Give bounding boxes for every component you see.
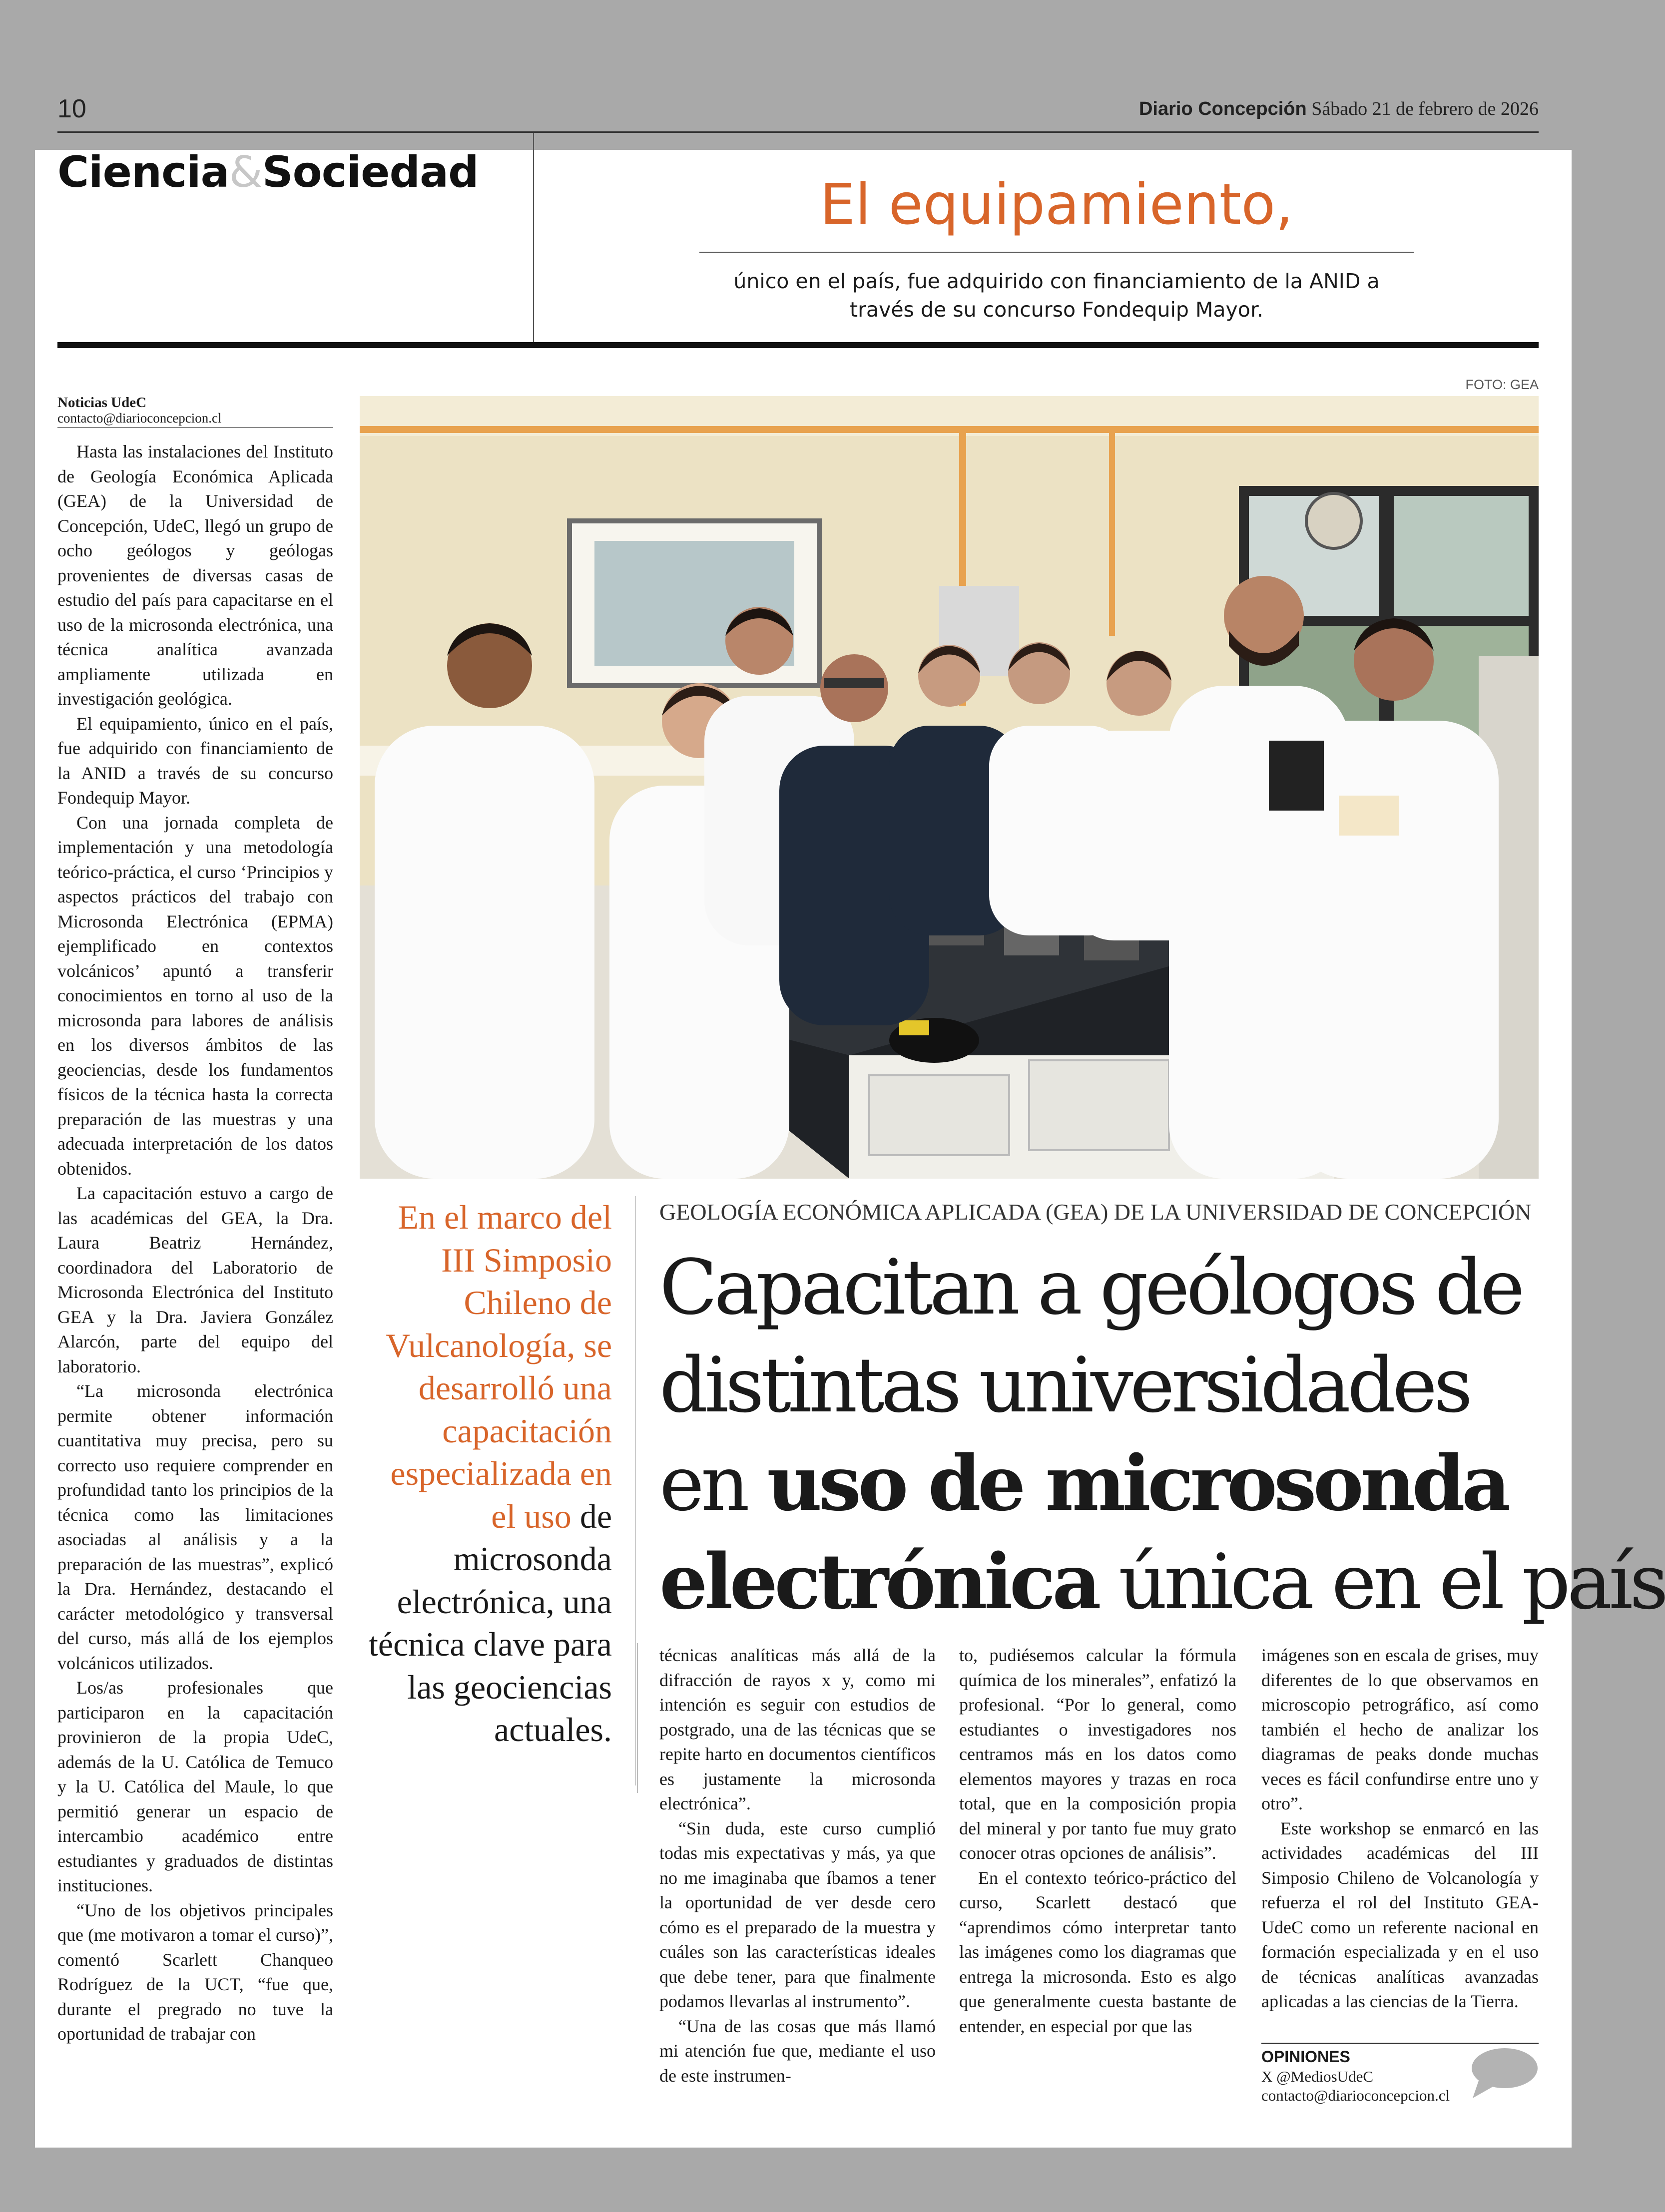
header-divider: [533, 133, 534, 343]
opinions-title: OPINIONES: [1261, 2048, 1350, 2066]
section-title-part2: Sociedad: [262, 147, 479, 197]
body-column-4: [1261, 1643, 1539, 2014]
section-title: [57, 147, 479, 197]
header-thick-rule: [57, 342, 1539, 348]
page-number: 10: [57, 94, 86, 123]
body-column-2: [659, 1643, 936, 2088]
section-title-part1: Ciencia: [57, 147, 229, 197]
paragraph: Hasta las instalaciones del Instituto de Geología Económica Aplicada (GEA) de la Universidad de Concepción, UdeC, llegó un grupo de ocho geólogos y geólogas provenientes de diversas casas de estudio del país para capacitarse en el uso de la microsonda electrónica, una técnica analítica avanzada ampliamente utilizada en investigación geológica.: [57, 442, 333, 709]
headline-line-1: Capacitan a geólogos de: [659, 1243, 1522, 1331]
paragraph: “La microsonda electrónica permite obtener información cuantitativa muy precisa, pero su correcto uso requiere comprender en profundidad tanto los principios de la técnica como las limitaciones asociadas al análisis y a la preparación de las muestras”, explicó la Dra. Hernández, destacando el carácter metodológico y transversal del curso, más allá de los ejemplos volcánicos utilizados.: [57, 1381, 333, 1673]
pull-quote-rule: [635, 1196, 636, 1785]
paragraph: to, pudiésemos calcular la fórmula química de los minerales”, enfatizó la profesional. “Por lo general, como estudiantes o investigadores nos centramos más en los datos como elementos mayores y trazas en roca total, que en la composición propia del mineral y por tanto fue muy grato conocer otras opciones de análisis”.: [959, 1645, 1236, 1863]
byline-name: Noticias UdeC: [57, 395, 147, 411]
byline-email: contacto@diarioconcepcion.cl: [57, 411, 222, 426]
paragraph: imágenes son en escala de grises, muy diferentes de lo que observamos en microscopio petrográfico, así como también el hecho de analizar los diagramas de peaks donde muchas veces es fácil confundirse entre uno y otro”.: [1261, 1645, 1539, 1813]
headline: [659, 1239, 1665, 1631]
header-rule: [57, 131, 1539, 133]
lab-photo-illustration: [360, 396, 1539, 1179]
pull-quote: [360, 1196, 612, 1752]
headline-line-4: [659, 1533, 1665, 1631]
pull-quote-highlight: En el marco del III Simposio Chileno de Vulcanología, se desarrolló una capacitación especializada en el uso: [386, 1198, 612, 1535]
headline-line-3: [659, 1434, 1539, 1533]
headline-line-4-bold: electrónica: [659, 1537, 1098, 1626]
paragraph: La capacitación estuvo a cargo de las académicas del GEA, la Dra. Laura Beatriz Hernández, coordinadora del Laboratorio de Microsonda Electrónica del Instituto GEA y la Dra. Javiera González Alarcón, parte del equipo del laboratorio.: [57, 1183, 333, 1376]
newspaper-name: Diario Concepción: [1138, 98, 1307, 119]
paragraph: En el contexto teórico-práctico del curso, Scarlett destacó que “aprendimos cómo interpretar tanto las imágenes como los diagramas que entrega la microsonda. Esto es algo que generalmente cuesta bastante de entender, en especial por que las: [959, 1867, 1236, 2036]
speech-bubble-icon: [1469, 2046, 1539, 2101]
paragraph: “Uno de los objetivos principales que (me motivaron a tomar el curso)”, comentó Scarlett Chanqueo Rodríguez de la UCT, “fue que, durante el pregrado no tuve la oportunidad de trabajar con: [57, 1900, 333, 2044]
issue-date: Sábado 21 de febrero de 2026: [1311, 98, 1539, 119]
headline-line-4-post: única en el país: [1098, 1538, 1665, 1626]
section-title-ampersand: &: [229, 147, 262, 197]
photo-credit: FOTO: GEA: [1465, 377, 1539, 392]
opinions-email[interactable]: contacto@diarioconcepcion.cl: [1261, 2087, 1450, 2104]
dateline: [1139, 98, 1539, 120]
lab-group-photo: [360, 396, 1539, 1179]
byline-rule: [57, 427, 333, 428]
headline-line-3-bold: uso de microsonda: [767, 1438, 1508, 1528]
headline-line-2: distintas universidades: [659, 1341, 1470, 1429]
opinions-x-handle[interactable]: X @MediosUdeC: [1261, 2068, 1374, 2085]
paragraph: Con una jornada completa de implementación y una metodología teórico-práctica, el curso ‘Principios y aspectos prácticos del trabajo con Microsonda Electrónica (EPMA) ejemplificado en contextos volcánicos’ apuntó a transferir conocimientos en torno al uso de la microsonda para labores de análisis en los diversos ámbitos de las geociencias, desde los fundamentos físicos de la técnica hasta la correcta preparación de las muestras y una adecuada interpretación de los datos obtenidos.: [57, 812, 333, 1179]
paragraph: “Una de las cosas que más llamó mi atención fue que, mediante el uso de este instrumen-: [659, 2016, 936, 2086]
highlight-rule: [699, 252, 1414, 253]
paragraph: El equipamiento, único en el país, fue adquirido con financiamiento de la ANID a través de su concurso Fondequip Mayor.: [57, 713, 333, 808]
highlight-text: único en el país, fue adquirido con financiamiento de la ANID a través de su concurso Fondequip Mayor.: [733, 269, 1380, 322]
highlight-title: El equipamiento,: [820, 172, 1293, 237]
headline-line-3-pre: en: [659, 1439, 767, 1528]
paragraph: Este workshop se enmarcó en las actividades académicas del III Simposio Chileno de Volcanología y refuerza el rol del Instituto GEA-UdeC como un referente nacional en formación especializada y en el uso de técnicas analíticas avanzadas aplicadas a las ciencias de la Tierra.: [1261, 1818, 1539, 2011]
headline-kicker: GEOLOGÍA ECONÓMICA APLICADA (GEA) DE LA UNIVERSIDAD DE CONCEPCIÓN: [659, 1199, 1532, 1225]
column-rule: [637, 1643, 638, 1793]
body-column-1: [57, 440, 333, 2047]
page-header: [57, 94, 1539, 134]
paragraph: técnicas analíticas más allá de la difracción de rayos x y, como mi intención es seguir con estudios de postgrado, una de las técnicas que se repite harto en documentos científicos es justamente la microsonda electrónica”.: [659, 1645, 936, 1813]
paragraph: Los/as profesionales que participaron en la capacitación provinieron de la propia UdeC, además de la U. Católica de Temuco y la U. Católica del Maule, lo que permitió generar un espacio de intercambio académico entre estudiantes y graduados de distintas instituciones.: [57, 1678, 333, 1895]
paragraph: “Sin duda, este curso cumplió todas mis expectativas y más, ya que no me imaginaba que íbamos a tener la oportunidad de ver desde cero cómo es el preparado de la muestra y cuáles son las características ideales que debe tener, para que finalmente podamos llevarlas al instrumento”.: [659, 1818, 936, 2011]
pull-quote-rest: de microsonda electrónica, una técnica clave para las geociencias actuales.: [369, 1497, 612, 1749]
body-column-3: [959, 1643, 1236, 2039]
opinions-rule: [1261, 2043, 1539, 2044]
